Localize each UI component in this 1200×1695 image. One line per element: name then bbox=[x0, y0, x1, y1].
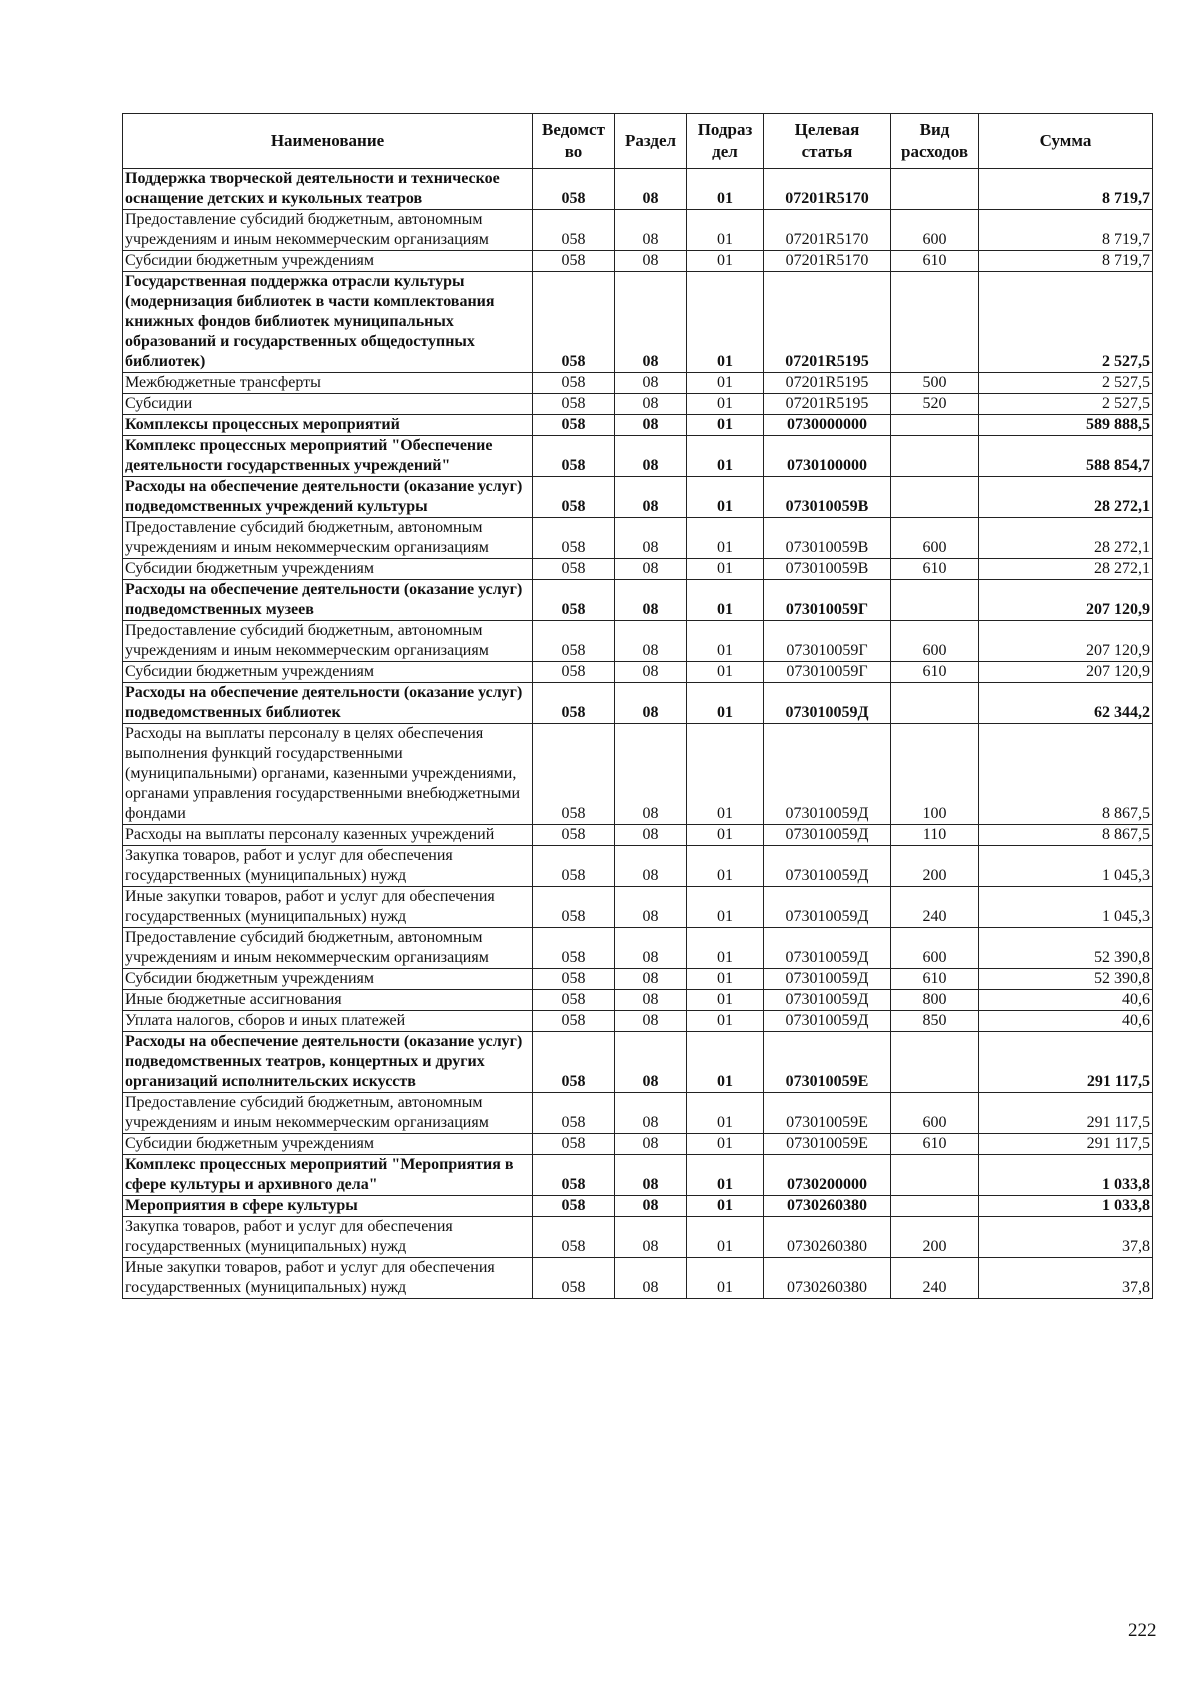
header-podrazdel-line1: Подраз bbox=[697, 120, 753, 139]
cell-razdel: 08 bbox=[615, 969, 687, 990]
cell-vedomstvo: 058 bbox=[533, 251, 615, 272]
header-row bbox=[123, 114, 1153, 169]
cell-summa: 588 854,7 bbox=[979, 436, 1153, 477]
cell-vedomstvo: 058 bbox=[533, 1155, 615, 1196]
cell-razdel: 08 bbox=[615, 272, 687, 373]
cell-name: Государственная поддержка отрасли культуры (модернизация библиотек в части комплектования книжных фондов библиотек муниципальных образований и государственных общедоступных библиотек) bbox=[123, 272, 533, 373]
cell-razdel: 08 bbox=[615, 1217, 687, 1258]
cell-name: Расходы на обеспечение деятельности (оказание услуг) подведомственных театров, концертных и других организаций исполнительских искусств bbox=[123, 1032, 533, 1093]
header-podrazdel-line2: дел bbox=[712, 142, 738, 161]
cell-razdel: 08 bbox=[615, 415, 687, 436]
cell-podrazdel: 01 bbox=[687, 169, 764, 210]
header-celevaya-statya bbox=[764, 114, 891, 169]
cell-name: Расходы на обеспечение деятельности (оказание услуг) подведомственных библиотек bbox=[123, 683, 533, 724]
header-vedomstvo-line1: Ведомст bbox=[542, 120, 605, 139]
cell-razdel: 08 bbox=[615, 1032, 687, 1093]
table-row bbox=[123, 1011, 1153, 1032]
cell-podrazdel: 01 bbox=[687, 1217, 764, 1258]
table-row bbox=[123, 662, 1153, 683]
cell-name: Иные закупки товаров, работ и услуг для обеспечения государственных (муниципальных) нужд bbox=[123, 887, 533, 928]
cell-razdel: 08 bbox=[615, 1155, 687, 1196]
cell-celevaya-statya: 073010059Д bbox=[764, 825, 891, 846]
cell-summa: 52 390,8 bbox=[979, 969, 1153, 990]
cell-vid-rashodov bbox=[891, 1155, 979, 1196]
cell-vedomstvo: 058 bbox=[533, 436, 615, 477]
header-vid-line2: расходов bbox=[901, 142, 968, 161]
header-summa: Сумма bbox=[979, 114, 1153, 169]
cell-vid-rashodov: 520 bbox=[891, 394, 979, 415]
header-razdel: Раздел bbox=[615, 114, 687, 169]
cell-podrazdel: 01 bbox=[687, 1155, 764, 1196]
cell-vedomstvo: 058 bbox=[533, 662, 615, 683]
cell-summa: 28 272,1 bbox=[979, 559, 1153, 580]
cell-vedomstvo: 058 bbox=[533, 1217, 615, 1258]
cell-podrazdel: 01 bbox=[687, 724, 764, 825]
header-name: Наименование bbox=[123, 114, 533, 169]
cell-vid-rashodov bbox=[891, 580, 979, 621]
cell-podrazdel: 01 bbox=[687, 825, 764, 846]
cell-celevaya-statya: 0730100000 bbox=[764, 436, 891, 477]
cell-name: Расходы на обеспечение деятельности (оказание услуг) подведомственных музеев bbox=[123, 580, 533, 621]
cell-vedomstvo: 058 bbox=[533, 846, 615, 887]
table-row bbox=[123, 1032, 1153, 1093]
cell-vid-rashodov: 600 bbox=[891, 621, 979, 662]
cell-razdel: 08 bbox=[615, 683, 687, 724]
cell-summa: 2 527,5 bbox=[979, 272, 1153, 373]
cell-celevaya-statya: 07201R5170 bbox=[764, 251, 891, 272]
cell-podrazdel: 01 bbox=[687, 251, 764, 272]
cell-celevaya-statya: 073010059Д bbox=[764, 683, 891, 724]
cell-name: Субсидии bbox=[123, 394, 533, 415]
cell-celevaya-statya: 073010059Е bbox=[764, 1093, 891, 1134]
table-row bbox=[123, 169, 1153, 210]
cell-celevaya-statya: 073010059В bbox=[764, 477, 891, 518]
cell-name: Комплексы процессных мероприятий bbox=[123, 415, 533, 436]
cell-vedomstvo: 058 bbox=[533, 559, 615, 580]
cell-vid-rashodov: 850 bbox=[891, 1011, 979, 1032]
cell-razdel: 08 bbox=[615, 1093, 687, 1134]
cell-podrazdel: 01 bbox=[687, 477, 764, 518]
table-row bbox=[123, 969, 1153, 990]
cell-celevaya-statya: 073010059Г bbox=[764, 662, 891, 683]
cell-vedomstvo: 058 bbox=[533, 683, 615, 724]
budget-table bbox=[122, 113, 1153, 1299]
table-row bbox=[123, 580, 1153, 621]
table-row bbox=[123, 990, 1153, 1011]
cell-vid-rashodov bbox=[891, 477, 979, 518]
cell-podrazdel: 01 bbox=[687, 969, 764, 990]
cell-razdel: 08 bbox=[615, 436, 687, 477]
cell-summa: 8 719,7 bbox=[979, 251, 1153, 272]
cell-razdel: 08 bbox=[615, 559, 687, 580]
cell-podrazdel: 01 bbox=[687, 580, 764, 621]
cell-name: Закупка товаров, работ и услуг для обеспечения государственных (муниципальных) нужд bbox=[123, 1217, 533, 1258]
cell-vedomstvo: 058 bbox=[533, 928, 615, 969]
table-row bbox=[123, 621, 1153, 662]
cell-celevaya-statya: 073010059Г bbox=[764, 580, 891, 621]
cell-vid-rashodov bbox=[891, 683, 979, 724]
cell-podrazdel: 01 bbox=[687, 518, 764, 559]
cell-vid-rashodov: 100 bbox=[891, 724, 979, 825]
cell-vid-rashodov: 200 bbox=[891, 846, 979, 887]
cell-summa: 8 719,7 bbox=[979, 210, 1153, 251]
cell-vid-rashodov: 240 bbox=[891, 887, 979, 928]
cell-summa: 2 527,5 bbox=[979, 394, 1153, 415]
cell-name: Предоставление субсидий бюджетным, автономным учреждениям и иным некоммерческим организациям bbox=[123, 518, 533, 559]
cell-vid-rashodov: 500 bbox=[891, 373, 979, 394]
cell-summa: 1 033,8 bbox=[979, 1196, 1153, 1217]
cell-name: Предоставление субсидий бюджетным, автономным учреждениям и иным некоммерческим организациям bbox=[123, 1093, 533, 1134]
cell-summa: 37,8 bbox=[979, 1258, 1153, 1299]
cell-razdel: 08 bbox=[615, 1134, 687, 1155]
cell-podrazdel: 01 bbox=[687, 990, 764, 1011]
table-row bbox=[123, 477, 1153, 518]
cell-razdel: 08 bbox=[615, 1011, 687, 1032]
cell-celevaya-statya: 07201R5195 bbox=[764, 272, 891, 373]
cell-razdel: 08 bbox=[615, 210, 687, 251]
cell-celevaya-statya: 073010059Д bbox=[764, 928, 891, 969]
table-row bbox=[123, 1093, 1153, 1134]
header-celevaya-line2: статья bbox=[801, 142, 853, 161]
cell-summa: 40,6 bbox=[979, 1011, 1153, 1032]
cell-name: Предоставление субсидий бюджетным, автономным учреждениям и иным некоммерческим организациям bbox=[123, 928, 533, 969]
cell-vedomstvo: 058 bbox=[533, 825, 615, 846]
cell-vedomstvo: 058 bbox=[533, 272, 615, 373]
cell-vedomstvo: 058 bbox=[533, 1258, 615, 1299]
cell-vid-rashodov bbox=[891, 1196, 979, 1217]
cell-razdel: 08 bbox=[615, 1196, 687, 1217]
cell-name: Субсидии бюджетным учреждениям bbox=[123, 969, 533, 990]
cell-name: Мероприятия в сфере культуры bbox=[123, 1196, 533, 1217]
table-row bbox=[123, 683, 1153, 724]
cell-podrazdel: 01 bbox=[687, 394, 764, 415]
cell-vid-rashodov: 600 bbox=[891, 210, 979, 251]
table-row bbox=[123, 1196, 1153, 1217]
cell-razdel: 08 bbox=[615, 724, 687, 825]
table-row bbox=[123, 559, 1153, 580]
table-row bbox=[123, 436, 1153, 477]
cell-name: Иные закупки товаров, работ и услуг для обеспечения государственных (муниципальных) нужд bbox=[123, 1258, 533, 1299]
cell-celevaya-statya: 073010059Д bbox=[764, 969, 891, 990]
cell-celevaya-statya: 073010059В bbox=[764, 518, 891, 559]
cell-razdel: 08 bbox=[615, 887, 687, 928]
cell-summa: 62 344,2 bbox=[979, 683, 1153, 724]
cell-summa: 40,6 bbox=[979, 990, 1153, 1011]
cell-name: Субсидии бюджетным учреждениям bbox=[123, 1134, 533, 1155]
cell-vedomstvo: 058 bbox=[533, 373, 615, 394]
cell-vid-rashodov: 600 bbox=[891, 928, 979, 969]
cell-name: Поддержка творческой деятельности и техническое оснащение детских и кукольных театров bbox=[123, 169, 533, 210]
cell-vid-rashodov bbox=[891, 272, 979, 373]
cell-vedomstvo: 058 bbox=[533, 990, 615, 1011]
cell-celevaya-statya: 073010059Д bbox=[764, 887, 891, 928]
cell-podrazdel: 01 bbox=[687, 1011, 764, 1032]
cell-name: Предоставление субсидий бюджетным, автономным учреждениям и иным некоммерческим организациям bbox=[123, 210, 533, 251]
table-row bbox=[123, 518, 1153, 559]
cell-vid-rashodov bbox=[891, 415, 979, 436]
cell-vedomstvo: 058 bbox=[533, 1134, 615, 1155]
cell-razdel: 08 bbox=[615, 621, 687, 662]
cell-vid-rashodov: 610 bbox=[891, 559, 979, 580]
cell-podrazdel: 01 bbox=[687, 928, 764, 969]
cell-celevaya-statya: 073010059Д bbox=[764, 724, 891, 825]
cell-vid-rashodov: 600 bbox=[891, 518, 979, 559]
table-row bbox=[123, 1258, 1153, 1299]
cell-summa: 52 390,8 bbox=[979, 928, 1153, 969]
cell-celevaya-statya: 07201R5170 bbox=[764, 169, 891, 210]
cell-vid-rashodov: 200 bbox=[891, 1217, 979, 1258]
table-row bbox=[123, 825, 1153, 846]
cell-podrazdel: 01 bbox=[687, 683, 764, 724]
cell-celevaya-statya: 07201R5170 bbox=[764, 210, 891, 251]
cell-summa: 37,8 bbox=[979, 1217, 1153, 1258]
cell-vid-rashodov: 800 bbox=[891, 990, 979, 1011]
table-row bbox=[123, 272, 1153, 373]
table-row bbox=[123, 210, 1153, 251]
table-row bbox=[123, 415, 1153, 436]
cell-razdel: 08 bbox=[615, 251, 687, 272]
cell-summa: 1 033,8 bbox=[979, 1155, 1153, 1196]
cell-name: Расходы на выплаты персоналу казенных учреждений bbox=[123, 825, 533, 846]
cell-celevaya-statya: 073010059Г bbox=[764, 621, 891, 662]
cell-podrazdel: 01 bbox=[687, 1093, 764, 1134]
cell-name: Предоставление субсидий бюджетным, автономным учреждениям и иным некоммерческим организациям bbox=[123, 621, 533, 662]
cell-celevaya-statya: 0730000000 bbox=[764, 415, 891, 436]
cell-name: Закупка товаров, работ и услуг для обеспечения государственных (муниципальных) нужд bbox=[123, 846, 533, 887]
cell-celevaya-statya: 0730260380 bbox=[764, 1196, 891, 1217]
page-number: 222 bbox=[1128, 1620, 1157, 1641]
cell-name: Субсидии бюджетным учреждениям bbox=[123, 559, 533, 580]
cell-podrazdel: 01 bbox=[687, 621, 764, 662]
cell-summa: 291 117,5 bbox=[979, 1093, 1153, 1134]
cell-vedomstvo: 058 bbox=[533, 415, 615, 436]
cell-celevaya-statya: 0730200000 bbox=[764, 1155, 891, 1196]
cell-vedomstvo: 058 bbox=[533, 1093, 615, 1134]
cell-name: Межбюджетные трансферты bbox=[123, 373, 533, 394]
cell-podrazdel: 01 bbox=[687, 1196, 764, 1217]
cell-vedomstvo: 058 bbox=[533, 969, 615, 990]
cell-name: Субсидии бюджетным учреждениям bbox=[123, 662, 533, 683]
header-celevaya-line1: Целевая bbox=[794, 120, 860, 139]
cell-vid-rashodov: 240 bbox=[891, 1258, 979, 1299]
cell-podrazdel: 01 bbox=[687, 415, 764, 436]
cell-celevaya-statya: 073010059В bbox=[764, 559, 891, 580]
cell-vedomstvo: 058 bbox=[533, 621, 615, 662]
cell-summa: 28 272,1 bbox=[979, 518, 1153, 559]
cell-razdel: 08 bbox=[615, 662, 687, 683]
cell-podrazdel: 01 bbox=[687, 887, 764, 928]
cell-podrazdel: 01 bbox=[687, 436, 764, 477]
cell-podrazdel: 01 bbox=[687, 210, 764, 251]
cell-celevaya-statya: 07201R5195 bbox=[764, 394, 891, 415]
cell-podrazdel: 01 bbox=[687, 846, 764, 887]
cell-celevaya-statya: 073010059Е bbox=[764, 1134, 891, 1155]
table-row bbox=[123, 887, 1153, 928]
cell-vedomstvo: 058 bbox=[533, 518, 615, 559]
cell-vid-rashodov bbox=[891, 1032, 979, 1093]
cell-summa: 207 120,9 bbox=[979, 580, 1153, 621]
cell-summa: 28 272,1 bbox=[979, 477, 1153, 518]
cell-vedomstvo: 058 bbox=[533, 1011, 615, 1032]
cell-vid-rashodov: 610 bbox=[891, 1134, 979, 1155]
cell-vedomstvo: 058 bbox=[533, 210, 615, 251]
table-row bbox=[123, 1217, 1153, 1258]
cell-celevaya-statya: 073010059Д bbox=[764, 990, 891, 1011]
cell-podrazdel: 01 bbox=[687, 1258, 764, 1299]
cell-celevaya-statya: 073010059Д bbox=[764, 1011, 891, 1032]
cell-podrazdel: 01 bbox=[687, 373, 764, 394]
cell-razdel: 08 bbox=[615, 846, 687, 887]
cell-vedomstvo: 058 bbox=[533, 724, 615, 825]
cell-celevaya-statya: 0730260380 bbox=[764, 1258, 891, 1299]
cell-name: Иные бюджетные ассигнования bbox=[123, 990, 533, 1011]
cell-razdel: 08 bbox=[615, 169, 687, 210]
cell-razdel: 08 bbox=[615, 990, 687, 1011]
cell-summa: 2 527,5 bbox=[979, 373, 1153, 394]
cell-summa: 8 867,5 bbox=[979, 724, 1153, 825]
cell-summa: 589 888,5 bbox=[979, 415, 1153, 436]
cell-name: Комплекс процессных мероприятий "Мероприятия в сфере культуры и архивного дела" bbox=[123, 1155, 533, 1196]
cell-vid-rashodov: 610 bbox=[891, 251, 979, 272]
cell-razdel: 08 bbox=[615, 394, 687, 415]
cell-razdel: 08 bbox=[615, 1258, 687, 1299]
header-vedomstvo-line2: во bbox=[564, 142, 583, 161]
table-row bbox=[123, 1155, 1153, 1196]
table-row bbox=[123, 846, 1153, 887]
table-row bbox=[123, 928, 1153, 969]
cell-razdel: 08 bbox=[615, 373, 687, 394]
cell-podrazdel: 01 bbox=[687, 559, 764, 580]
cell-name: Расходы на обеспечение деятельности (оказание услуг) подведомственных учреждений культуры bbox=[123, 477, 533, 518]
cell-name: Субсидии бюджетным учреждениям bbox=[123, 251, 533, 272]
header-podrazdel bbox=[687, 114, 764, 169]
cell-celevaya-statya: 073010059Д bbox=[764, 846, 891, 887]
cell-vedomstvo: 058 bbox=[533, 169, 615, 210]
cell-summa: 8 719,7 bbox=[979, 169, 1153, 210]
table-row bbox=[123, 724, 1153, 825]
table-row bbox=[123, 251, 1153, 272]
cell-vedomstvo: 058 bbox=[533, 1032, 615, 1093]
cell-vedomstvo: 058 bbox=[533, 394, 615, 415]
cell-summa: 291 117,5 bbox=[979, 1032, 1153, 1093]
cell-celevaya-statya: 073010059Е bbox=[764, 1032, 891, 1093]
cell-vid-rashodov bbox=[891, 436, 979, 477]
cell-podrazdel: 01 bbox=[687, 1134, 764, 1155]
cell-summa: 207 120,9 bbox=[979, 621, 1153, 662]
table-row bbox=[123, 373, 1153, 394]
cell-name: Комплекс процессных мероприятий "Обеспечение деятельности государственных учреждений" bbox=[123, 436, 533, 477]
cell-razdel: 08 bbox=[615, 580, 687, 621]
cell-vedomstvo: 058 bbox=[533, 477, 615, 518]
cell-razdel: 08 bbox=[615, 518, 687, 559]
cell-podrazdel: 01 bbox=[687, 662, 764, 683]
cell-vid-rashodov: 600 bbox=[891, 1093, 979, 1134]
cell-vid-rashodov bbox=[891, 169, 979, 210]
cell-name: Уплата налогов, сборов и иных платежей bbox=[123, 1011, 533, 1032]
cell-vid-rashodov: 110 bbox=[891, 825, 979, 846]
cell-summa: 1 045,3 bbox=[979, 887, 1153, 928]
cell-razdel: 08 bbox=[615, 477, 687, 518]
cell-summa: 207 120,9 bbox=[979, 662, 1153, 683]
header-vid-rashodov bbox=[891, 114, 979, 169]
cell-summa: 1 045,3 bbox=[979, 846, 1153, 887]
table-row bbox=[123, 1134, 1153, 1155]
cell-vedomstvo: 058 bbox=[533, 580, 615, 621]
table-header bbox=[123, 114, 1153, 169]
cell-vedomstvo: 058 bbox=[533, 1196, 615, 1217]
header-vid-line1: Вид bbox=[919, 120, 950, 139]
cell-vedomstvo: 058 bbox=[533, 887, 615, 928]
cell-name: Расходы на выплаты персоналу в целях обеспечения выполнения функций государственными (муниципальными) органами, казенными учреждениями, органами управления государственными внебюджетными фондами bbox=[123, 724, 533, 825]
cell-vid-rashodov: 610 bbox=[891, 662, 979, 683]
table-body bbox=[123, 169, 1153, 1299]
cell-summa: 291 117,5 bbox=[979, 1134, 1153, 1155]
cell-podrazdel: 01 bbox=[687, 272, 764, 373]
cell-razdel: 08 bbox=[615, 928, 687, 969]
cell-podrazdel: 01 bbox=[687, 1032, 764, 1093]
cell-celevaya-statya: 07201R5195 bbox=[764, 373, 891, 394]
header-vedomstvo bbox=[533, 114, 615, 169]
cell-razdel: 08 bbox=[615, 825, 687, 846]
cell-summa: 8 867,5 bbox=[979, 825, 1153, 846]
table-row bbox=[123, 394, 1153, 415]
cell-vid-rashodov: 610 bbox=[891, 969, 979, 990]
cell-celevaya-statya: 0730260380 bbox=[764, 1217, 891, 1258]
